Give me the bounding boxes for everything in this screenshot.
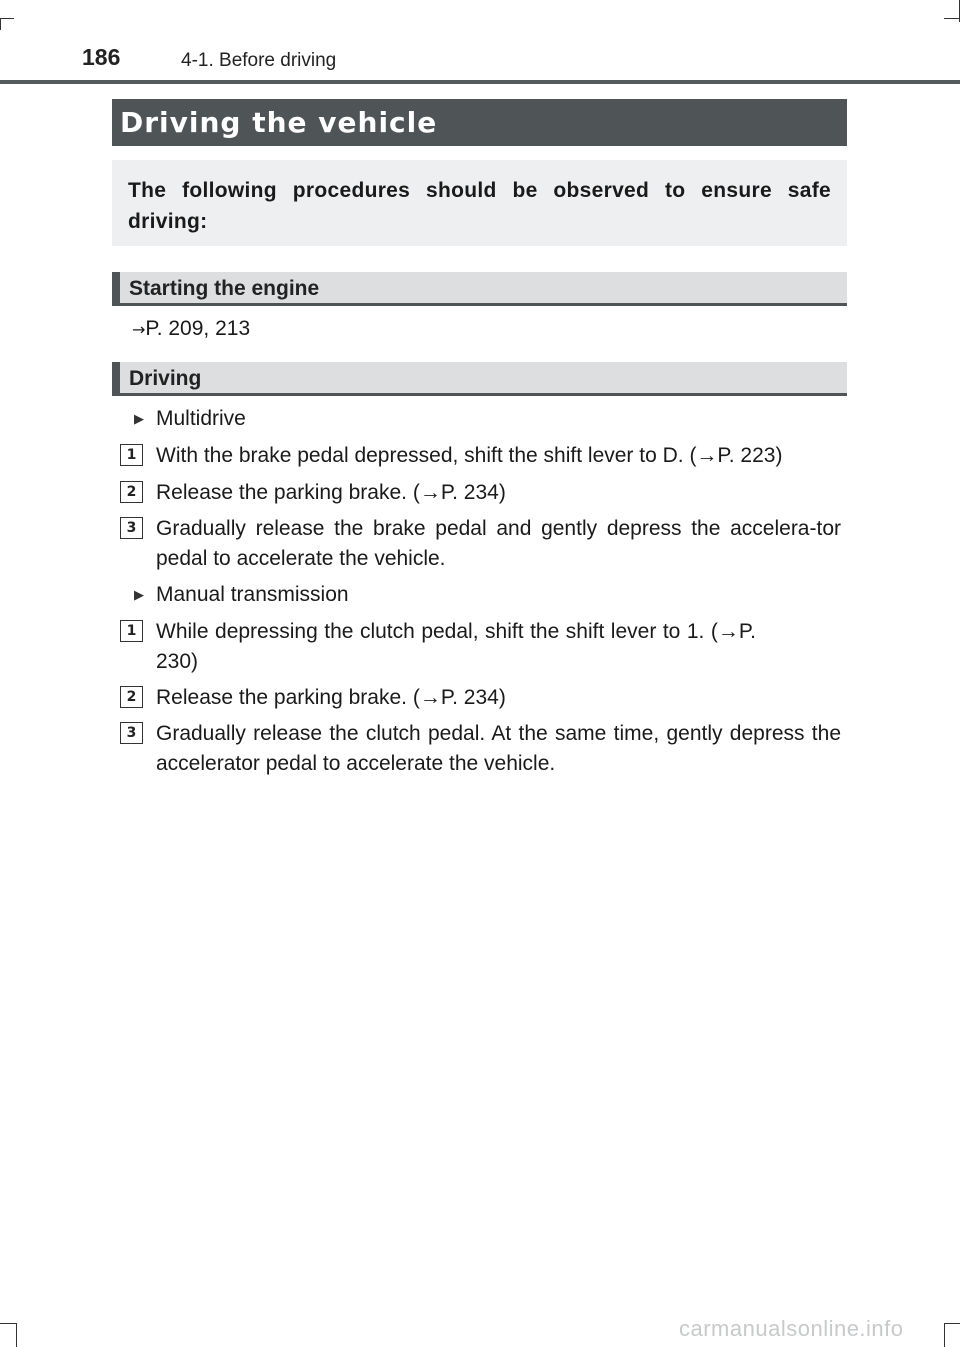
page-number: 186 [82, 44, 121, 70]
step-number: 3 [120, 517, 143, 539]
intro-text: The following procedures should be observed to ensure safe driving: [128, 179, 831, 233]
crop-mark [16, 1323, 17, 1347]
crop-mark [0, 1323, 16, 1324]
footer-watermark: carmanualsonline.info [679, 1316, 904, 1341]
multidrive-step [114, 441, 841, 471]
step-text: Release the parking brake. (→P. 234) [156, 686, 506, 709]
crop-mark [944, 1323, 960, 1324]
step-text: While depressing the clutch pedal, shift the shift lever to 1. (→P. 230) [156, 620, 756, 673]
crop-mark [0, 18, 1, 30]
engine-reference-text: P. 209, 213 [145, 317, 251, 340]
manual-step [114, 719, 841, 779]
section-label: 4-1. Before driving [181, 50, 337, 71]
subheading-driving: Driving [112, 362, 847, 396]
multidrive-step [114, 478, 841, 508]
multidrive-label: Multidrive [156, 407, 246, 430]
step-number: 1 [120, 444, 143, 466]
step-text: With the brake pedal depressed, shift the shift lever to D. (→P. 223) [156, 444, 783, 467]
page-title: Driving the vehicle [112, 99, 847, 146]
header-rule [0, 80, 960, 84]
multidrive-step [114, 514, 841, 574]
step-text: Gradually release the brake pedal and gently depress the accelera-tor pedal to accelerate the vehicle. [156, 517, 841, 570]
engine-reference [132, 315, 250, 344]
crop-mark [944, 18, 960, 19]
crop-mark [0, 18, 14, 19]
subheading-starting-engine: Starting the engine [112, 272, 847, 306]
arrow-icon: → [132, 320, 146, 339]
manual-step [114, 683, 841, 713]
manual-heading [134, 581, 349, 610]
step-text: Release the parking brake. (→P. 234) [156, 481, 506, 504]
step-number: 2 [120, 481, 143, 503]
step-number: 1 [120, 620, 143, 642]
multidrive-heading [134, 405, 246, 434]
crop-mark [944, 1323, 945, 1347]
intro-box [112, 160, 847, 246]
step-number: 2 [120, 686, 143, 708]
manual-label: Manual transmission [156, 583, 349, 606]
manual-step [114, 617, 841, 677]
triangle-right-icon: ▶ [134, 412, 144, 427]
step-number: 3 [120, 722, 143, 744]
step-text: Gradually release the clutch pedal. At the same time, gently depress the accelerator pedal to accelerate the vehicle. [156, 722, 841, 775]
triangle-right-icon: ▶ [134, 588, 144, 603]
